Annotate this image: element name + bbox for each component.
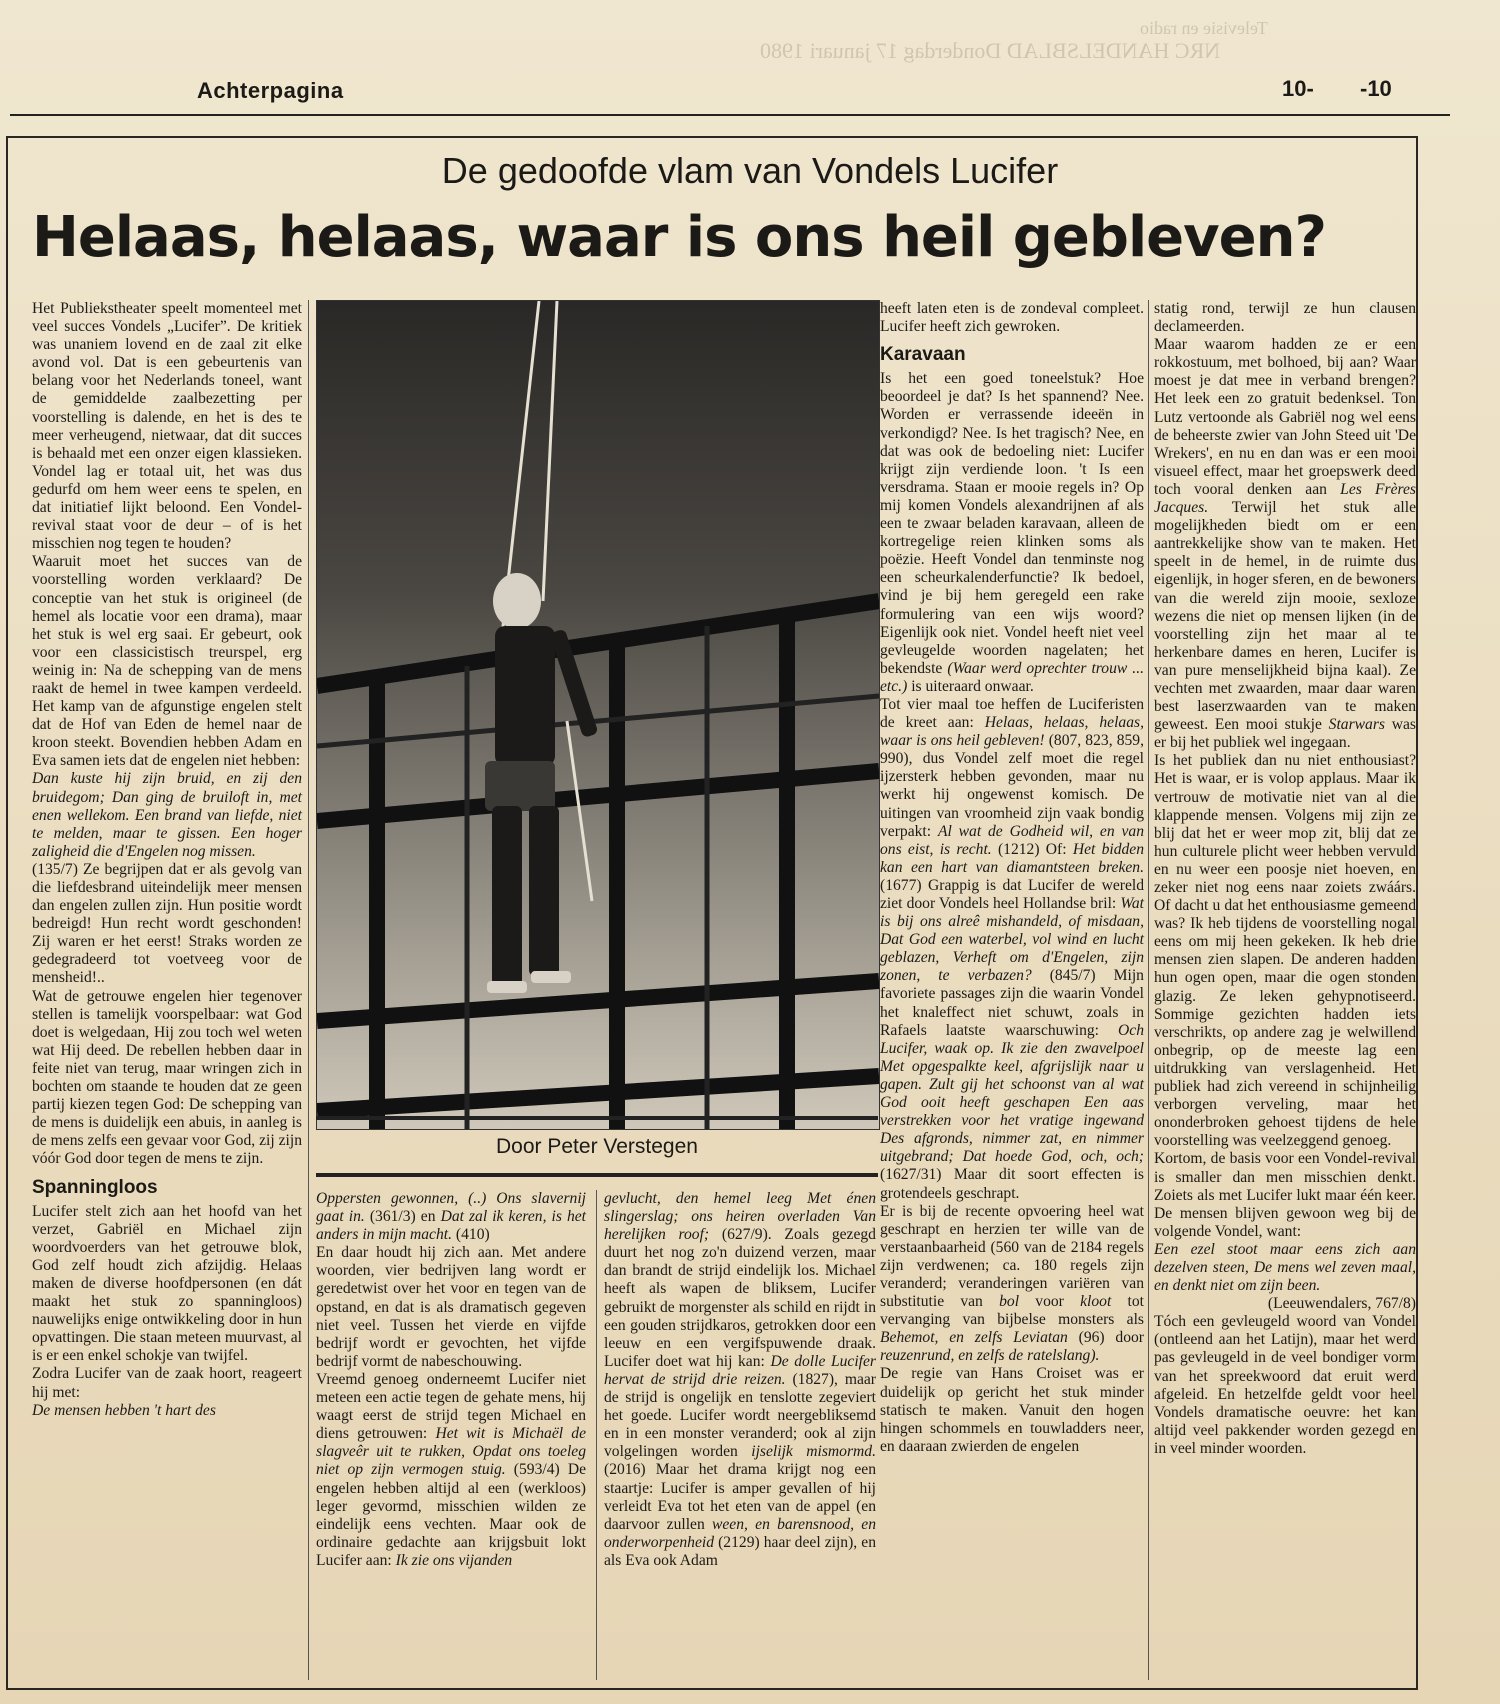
column-1	[32, 300, 302, 1420]
paragraph: Lucifer stelt zich aan het hoofd van het verzet, Gabriël en Michael zijn woordvoerders van het getrouwe blok, God zelf houdt zich afzijdig. Helaas maken de diverse hoofdpersonen (en dát maakt het stuk zo spanningloos) nauwelijks enige ontwikkeling door in hun opvattingen. Die staan meteen muurvast, al is er een enkel schokje van twijfel.	[32, 1202, 302, 1365]
paragraph: Wat de getrouwe engelen hier tegenover stellen is tamelijk voorspelbaar: wat God doet is welgedaan, Hij zou toch wel weten wat Hij deed. De rebellen hebben daar in feite niet van terug, maar wringen zich in bochten om staande te houden dat ze geen partij kiezen tegen God: De schepping van de mens is duidelijk een abuis, in aanleg is de mens zelfs een gevaar voor God, zij zijn vóór God door tegen de mens te zijn.	[32, 987, 302, 1168]
column-rule	[1148, 300, 1149, 1680]
article-headline: Helaas, helaas, waar is ons heil gebleven?	[32, 205, 1326, 270]
bleed-through-masthead: NRC HANDELSBLAD Donderdag 17 januari 1980	[760, 38, 1221, 63]
paragraph: En daar houdt hij zich aan. Met andere woorden, vier bedrijven lang wordt er geredetwist over het voor en tegen van de opstand, en dat is als dramatisch gegeven niet veel. Tussen het vierde en vijfde bedrijf wordt er gevochten, het vijfde bedrijf vormt de nabeschouwing.	[316, 1244, 586, 1370]
subhead-spanningloos: Spanningloos	[32, 1176, 158, 1198]
quote: De mensen hebben 't hart des	[32, 1401, 216, 1419]
paragraph: gevlucht, den hemel leeg Met énen slingerslag; ons heiren overladen Van herelijken roof; (627/9). Zoals gezegd duurt het nog zo'n duizend verzen, maar dan brandt de strijd eindelijk los. Michael heeft als wapen de bliksem, Lucifer gebruikt de morgenster als schild en rijdt in een gouden strijdkaros, getrokken door een leeuw en een vergifspuwende draak. Lucifer doet wat hij kan: De dolle Lucifer hervat de strijd drie reizen. (1827), maar de strijd is ongelijk en tenslotte zegeviert het goede. Lucifer wordt neergebliksemd en in een monster veranderd; ook al zijn volgelingen worden ijselijk mismormd. (2016) Maar het drama krijgt nog een staartje: Lucifer is amper gevallen of hij verleidt Eva tot het eten van de appel (en daarvoor zullen ween, en barensnood, en onderworpenheid (2129) haar deel zijn), en als Eva ook Adam	[604, 1190, 876, 1569]
header-rule	[10, 114, 1450, 116]
page-number-left: 10-	[1282, 76, 1314, 101]
page-number-right: -10	[1360, 76, 1392, 101]
paragraph: (135/7) Ze begrijpen dat er als gevolg van die liefdesbrand uiteindelijk meer mensen dan engelen zullen zijn. Hun positie wordt bedreigd! Hun recht wordt geschonden! Zij waren er het eerst! Straks worden ze gedegradeerd tot voetveeg voor de mensheid!..	[32, 860, 302, 987]
column-4	[880, 300, 1144, 1456]
quote: Oppersten gewonnen, (..) Ons slavernij gaat in. (361/3) en Dat zal ik keren, is het anders in mijn macht. (410)	[316, 1190, 586, 1244]
column-3	[604, 1190, 876, 1570]
paragraph: Tot vier maal toe heffen de Luciferisten de kreet aan: Helaas, helaas, helaas, waar is ons heil gebleven! (807, 823, 859, 990), dus Vondel zelf moet die regel ijzersterk hebben gevonden, maar nu werkt hij ongewenst komisch. De uitingen van vroomheid zijn vaak bondig verpakt: Al wat de Godheid wil, en van ons eist, is recht. (1212) Of: Het bidden kan een hart van diamantsteen breken. (1677) Grappig is dat Lucifer de wereld ziet door Vondels heel Hollandse bril: Wat is bij ons alreê mishandeld, of misdaan, Dat God een waterbel, vol wind en lucht geblazen, Verheft om d'Engelen, zijn zonen, te verbazen? (845/7) Mijn favoriete passages zijn die waarin Vondel het knaleffect niet schuwt, zoals in Rafaels laatste waarschuwing: Och Lucifer, waak op. Ik zie den zwavelpoel Met opgespalkte keel, afgrijslijk naar u gapen. Zult gij het schoonst van al wat God ooit heeft geschapen Een aas verstrekken voor het vratige ingewand Des afgronds, nimmer zat, en nimmer uitgebrand; Dat hoede God, och, och; (1627/31) Maar dit soort effecten is grotendeels geschrapt.	[880, 695, 1145, 1202]
paragraph: Zodra Lucifer van de zaak hoort, reageert hij met:	[32, 1365, 302, 1401]
theatre-photo-figure-on-rope-ladder-icon	[317, 301, 879, 1129]
byline: Door Peter Verstegen	[496, 1135, 698, 1158]
bleed-through-section: Televisie en radio	[1140, 18, 1268, 38]
paragraph: Is het een goed toneelstuk? Hoe beoordeel je dat? Is het spannend? Nee. Worden er verrassende ideeën in verkondigd? Nee. Is het tragisch? Nee, en dat was ook de bedoeling niet: Lucifer krijgt zijn verdiende loon. 't Is een versdrama. Staan er mooie regels in? Op mij komen Vondels alexandrijnen af als een te zwaar beladen karavaan, alleen de kortregelige reien klinken soms als poëzie. Heeft Vondel dan tenminste nog een scheurkalenderfunctie? Ik bedoel, vind je bij hem geregeld een rake formulering van een wijs woord? Eigenlijk ook niet. Vondel heeft niet veel gevleugelde woorden nagelaten; het bekendste (Waar werd oprechter trouw ... etc.) is uiteraard onwaar.	[880, 370, 1144, 695]
column-rule	[308, 300, 309, 1680]
paragraph: heeft laten eten is de zondeval compleet. Lucifer heeft zich gewroken.	[880, 300, 1144, 336]
byline-rule-top	[316, 1116, 878, 1120]
quote: Een ezel stoot maar eens zich aan dezelven steen, De mens wel zeven maal, en denkt niet om zijn been.	[1154, 1240, 1416, 1295]
paragraph: Is het publiek dan nu niet enthousiast? Het is waar, er is volop applaus. Maar ik vertrouw de motivatie niet van al die klappende mensen. Volgens mij zijn ze blij dat het er weer mop zit, blij dat ze hun culturele plicht weer hebben vervuld en nu weer een poosje niet hoeven, en zeker niet nog eens naar zoiets zwáárs. Of dacht u dat het enthousiasme gemeend was? Ik heb tijdens de voorstelling nogal eens om mij heen gekeken. Ik heb drie mensen zien slapen. De anderen hadden hun ogen open, maar die ogen stonden glazig. Ze leken gehypnotiseerd. Sommige gezichten hadden iets verschrikts, op andere zag je welwillend onbegrip, op de meeste lag een uitdrukking van verslagenheid. Het publiek had zich vereend in schijnheilig verborgen verveling, maar het ononderbroken gehoest tijdens de hele voorstelling was veelzeggend genoeg.	[1154, 752, 1416, 1150]
column-2	[316, 1190, 586, 1570]
quote: Dan kuste hij zijn bruid, en zij den bruidegom; Dan ging de bruiloft in, met enen wellekom. Een brand van liefde, niet te melden, maar te gissen. Een hoger zaligheid die d'Engelen nog missen.	[32, 770, 302, 860]
paragraph: Het Publiekstheater speelt momenteel met veel succes Vondels „Lucifer”. De kritiek was unaniem lovend en de zaal zit elke avond vol. Dat is een gebeurtenis van belang voor het Nederlands toneel, want de gemiddelde zaalbezetting per voorstelling is dalende, en het is des te meer verheugend, nietwaar, dat dit succes is behaald met een onzer eigen klassieken. Vondel lag er totaal uit, het was dus gedurfd om hem weer eens te spelen, en dat initiatief lijkt beloond. Een Vondel-revival staat voor de deur – of is het misschien nog tegen te houden?	[32, 300, 302, 553]
theatre-photo	[316, 300, 880, 1130]
paragraph: Er is bij de recente opvoering heel wat geschrapt en herzien ter wille van de verstaanbaarheid (560 van de 2184 regels zijn verdwenen; ca. 180 regels zijn veranderd; veranderingen variëren van substitutie van bol voor kloot tot vervanging van bijbelse monsters als Behemot, en zelfs Leviatan (96) door reuzenrund, en zelfs de ratelslang).	[880, 1202, 1144, 1365]
column-rule	[596, 1190, 597, 1680]
paragraph: Tóch een gevleugeld woord van Vondel (ontleend aan het Latijn), maar het werd pas gevleugeld in de veel bondiger vorm van het spreekwoord dat eruit werd afgeleid. En hetzelfde geldt voor heel Vondels dramatische oeuvre: het kan altijd veel pakkender worden gezegd en in veel minder woorden.	[1154, 1313, 1416, 1457]
paragraph: Waaruit moet het succes van de voorstelling worden verklaard? De conceptie van het stuk is origineel (de hemel als locatie voor een drama), maar het stuk is wel erg saai. Er gebeurt, ook voor een classicistisch treurspel, erg weinig in: Na de schepping van de mens raakt de hemel in twee kampen verdeeld. Het kamp van de afgunstige engelen stelt dat de Hof van Eden de hemel naar de kroon steekt. Bovendien hebben Adam en Eva samen iets dat de engelen niet hebben:	[32, 553, 302, 770]
column-5	[1154, 300, 1416, 1458]
paragraph: Maar waarom hadden ze er een rokkostuum, met bolhoed, bij aan? Waar moest je dat mee in verband brengen? Het leek een zo gratuit bedenksel. Ton Lutz vertoonde als Gabriël nog wel eens de beheerste zwier van John Steed uit 'De Wrekers', en nu en dan was er een mooi visueel effect, maar het groepswerk deed toch vooral denken aan Les Frères Jacques. Terwijl het stuk alle mogelijkheden biedt om er een aantrekkelijke show van te maken. Het speelt in de hemel, in de ruimte dus eigenlijk, in hoger sferen, en de bewoners van die wereld zijn mooie, sexloze wezens die niet op mensen lijken (in de voorstelling zijn het maar al te herkenbare dames en heren, Lucifer is van pure menselijkheid bijna kaal). Ze vechten met zwaarden, maar daar waren best laserzwaarden van te maken geweest. Een mooi stukje Starwars was er bij het publiek wel ingegaan.	[1154, 336, 1416, 752]
quote-source: (Leeuwendalers, 767/8)	[1267, 1295, 1416, 1313]
paragraph: Kortom, de basis voor een Vondel-revival is smaller dan men misschien denkt. Zoiets als met Lucifer lukt maar één keer. De mensen blijven gewoon weg bij de volgende Vondel, want:	[1154, 1150, 1416, 1240]
paragraph: statig rond, terwijl ze hun clausen declameerden.	[1154, 300, 1416, 336]
paragraph: De regie van Hans Croiset was er duidelijk op gericht het stuk minder statisch te maken. Vanuit den hogen hingen schommels en touwladders neer, en daaraan zwierden de engelen	[880, 1365, 1144, 1455]
section-label: Achterpagina	[197, 78, 344, 103]
subhead-karavaan: Karavaan	[880, 344, 966, 366]
paragraph: Vreemd genoeg onderneemt Lucifer niet meteen een actie tegen de gehate mens, hij waagt eerst de strijd tegen Michael en diens getrouwen: Het wit is Michaël de slagveêr uit te rukken, Opdat ons toeleg niet op zijn vermogen stuig. (593/4) De engelen hebben altijd al een (werkloos) leger gevormd, misschien wilden ze eindelijk eens vechten. Maar ook de ordinaire gedachte aan krijgsbuit lokt Lucifer aan: Ik zie ons vijanden	[316, 1370, 586, 1569]
article-kicker: De gedoofde vlam van Vondels Lucifer	[441, 150, 1059, 191]
byline-rule-bottom	[316, 1173, 878, 1177]
